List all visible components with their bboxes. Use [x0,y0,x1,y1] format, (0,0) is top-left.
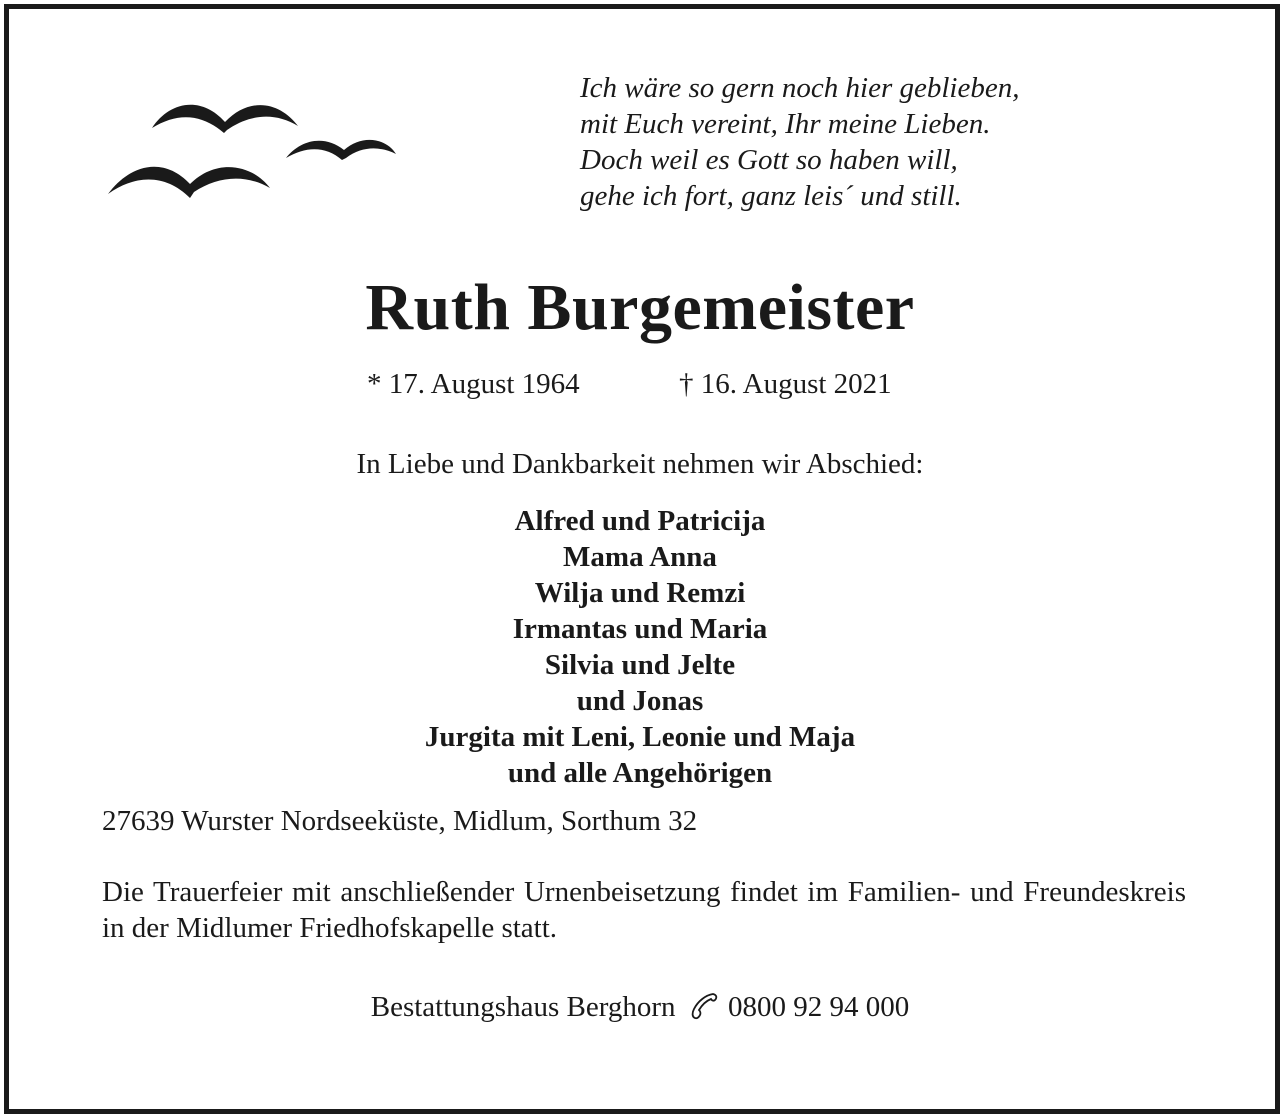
farewell-text: In Liebe und Dankbarkeit nehmen wir Abschied: [356,448,924,480]
mourner-line: Wilja und Remzi [534,577,746,609]
poem-line: gehe ich fort, ganz leis´ und still. [580,180,962,212]
mourner-line: Mama Anna [563,541,717,573]
mourner-line: Alfred und Patricija [514,505,766,537]
bird-top-left [152,105,298,133]
poem-line: Doch weil es Gott so haben will, [580,144,958,176]
mourner-line: Jurgita mit Leni, Leonie und Maja [424,721,856,753]
phone-icon [689,991,719,1021]
ceremony-text: Die Trauerfeier mit anschließender Urnenbeisetzung findet im Familien- und Freundeskreis in der Midlumer Friedhofskapelle statt. [102,876,1186,944]
mourner-line: und alle Angehörigen [507,757,773,789]
birds-icon [100,88,410,208]
mourner-line: Irmantas und Maria [512,613,768,645]
poem [580,70,1019,214]
funeral-home-phone: 0800 92 94 000 [728,991,910,1023]
bird-right [286,140,396,160]
poem-line: Ich wäre so gern noch hier geblieben, [580,72,1020,104]
mourner-line: Silvia und Jelte [544,649,736,681]
deceased-name: Ruth Burgemeister [365,271,915,344]
address: 27639 Wurster Nordseeküste, Midlum, Sorthum 32 [102,805,698,837]
funeral-home [0,989,1280,1025]
death-date: † 16. August 2021 [679,368,892,400]
mourner-line: und Jonas [576,685,704,717]
mourners-list [0,503,1280,791]
bird-bottom-left [108,167,270,198]
funeral-home-name: Bestattungshaus Berghorn [370,991,676,1023]
birth-date: * 17. August 1964 [367,368,580,400]
poem-line: mit Euch vereint, Ihr meine Lieben. [580,108,991,140]
